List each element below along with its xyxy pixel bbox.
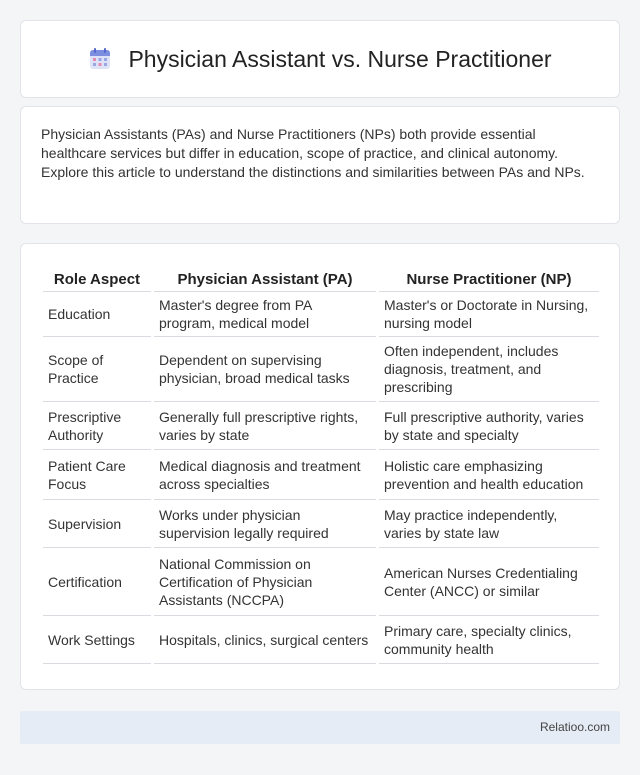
header-physician-assistant: Physician Assistant (PA) bbox=[154, 262, 376, 292]
comparison-table bbox=[40, 262, 602, 664]
row-aspect: Prescriptive Authority bbox=[43, 402, 151, 450]
row-np-value: Master's or Doctorate in Nursing, nursing model bbox=[379, 292, 599, 337]
header-nurse-practitioner: Nurse Practitioner (NP) bbox=[379, 262, 599, 292]
row-np-value: Often independent, includes diagnosis, treatment, and prescribing bbox=[379, 337, 599, 402]
row-pa-value: Medical diagnosis and treatment across specialties bbox=[154, 450, 376, 500]
table-row bbox=[43, 548, 599, 616]
row-np-value: American Nurses Credentialing Center (ANCC) or similar bbox=[379, 548, 599, 616]
row-np-value: Full prescriptive authority, varies by state and specialty bbox=[379, 402, 599, 450]
table-row bbox=[43, 402, 599, 450]
row-aspect: Certification bbox=[43, 548, 151, 616]
footer bbox=[20, 711, 620, 744]
row-pa-value: Works under physician supervision legally required bbox=[154, 500, 376, 548]
row-aspect: Supervision bbox=[43, 500, 151, 548]
table-row bbox=[43, 337, 599, 402]
row-pa-value: Generally full prescriptive rights, varies by state bbox=[154, 402, 376, 450]
row-pa-value: National Commission on Certification of Physician Assistants (NCCPA) bbox=[154, 548, 376, 616]
table-header-row bbox=[43, 262, 599, 292]
row-aspect: Patient Care Focus bbox=[43, 450, 151, 500]
table-row bbox=[43, 292, 599, 337]
footer-brand[interactable]: Relatioo.com bbox=[539, 720, 610, 734]
row-np-value: Primary care, specialty clinics, community health bbox=[379, 616, 599, 664]
row-np-value: Holistic care emphasizing prevention and health education bbox=[379, 450, 599, 500]
table-row bbox=[43, 450, 599, 500]
title-card bbox=[20, 20, 620, 98]
row-aspect: Work Settings bbox=[43, 616, 151, 664]
row-pa-value: Master's degree from PA program, medical model bbox=[154, 292, 376, 337]
page-title: Physician Assistant vs. Nurse Practitioner bbox=[128, 45, 552, 72]
table-row bbox=[43, 616, 599, 664]
row-pa-value: Dependent on supervising physician, broad medical tasks bbox=[154, 337, 376, 402]
intro-text: Physician Assistants (PAs) and Nurse Practitioners (NPs) both provide essential healthcare services but differ in education, scope of practice, and clinical autonomy. Explore this article to understand the distinctions and similarities between PAs and NPs. bbox=[41, 126, 585, 180]
row-aspect: Education bbox=[43, 292, 151, 337]
intro-card bbox=[20, 106, 620, 224]
calendar-icon bbox=[88, 47, 112, 71]
header-role-aspect: Role Aspect bbox=[43, 262, 151, 292]
row-np-value: May practice independently, varies by state law bbox=[379, 500, 599, 548]
row-aspect: Scope of Practice bbox=[43, 337, 151, 402]
row-pa-value: Hospitals, clinics, surgical centers bbox=[154, 616, 376, 664]
table-card bbox=[20, 243, 620, 690]
table-row bbox=[43, 500, 599, 548]
